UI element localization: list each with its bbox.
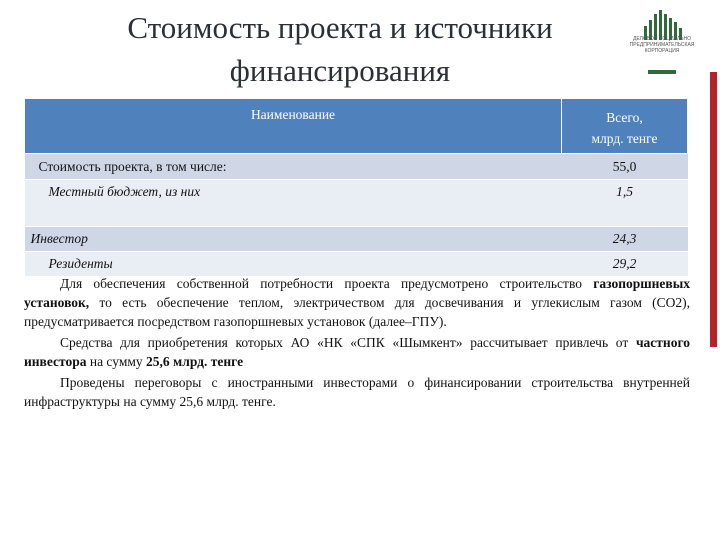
logo-caption: ДЕЛОВОЙ СОЦИАЛЬНО ПРЕДПРИНИМАТЕЛЬСКАЯ КОРПОРАЦИЯ: [629, 36, 695, 54]
row-value: 24,3: [562, 227, 688, 252]
accent-bar: [710, 72, 717, 347]
row-name: Стоимость проекта, в том числе:: [25, 154, 562, 180]
table-row: [25, 154, 688, 180]
paragraph: [24, 333, 690, 371]
header-name: Наименование: [25, 99, 562, 154]
table-row: [25, 180, 688, 227]
p2-text-a: Средства для приобретения которых АО «НК «СПК «Шымкент» рассчитывает привлечь от: [60, 335, 636, 350]
p1-text-a: Для обеспечения собственной потребности проекта предусмотрено строительство: [60, 276, 594, 291]
table-header-row: [25, 99, 688, 154]
slide-title: Стоимость проекта и источники финансирования: [127, 10, 553, 88]
body-text: [24, 274, 690, 413]
table-row: [25, 252, 688, 277]
row-name: Инвестор: [25, 227, 562, 252]
p1-bold: газопоршневых установок,: [24, 276, 690, 310]
paragraph: [24, 373, 690, 411]
row-name: Местный бюджет, из них: [25, 180, 562, 227]
header-total: [562, 99, 688, 154]
paragraph: [24, 274, 690, 331]
p1-text-b: то есть обеспечение теплом, электричеством для досвечивания и углекислым газом (СО2), предусматривается посредством газопоршневых установок (далее–ГПУ).: [24, 295, 690, 329]
p2-text-b: на сумму: [86, 354, 147, 369]
p2-bold2: 25,6 млрд. тенге: [146, 354, 244, 369]
row-value: 1,5: [562, 180, 688, 227]
row-name: Резиденты: [25, 252, 562, 277]
header-total-line2: млрд. тенге: [591, 131, 658, 146]
row-value: 55,0: [562, 154, 688, 180]
header-total-line1: Всего,: [606, 110, 643, 125]
table-row: [25, 227, 688, 252]
financing-table: [24, 98, 688, 276]
p3-text: Проведены переговоры с иностранными инвесторами о финансировании строительства внутренней инфраструктуры на сумму 25,6 млрд. тенге.: [24, 375, 690, 409]
row-value: 29,2: [562, 252, 688, 277]
p2-bold: частного инвестора: [24, 335, 690, 369]
